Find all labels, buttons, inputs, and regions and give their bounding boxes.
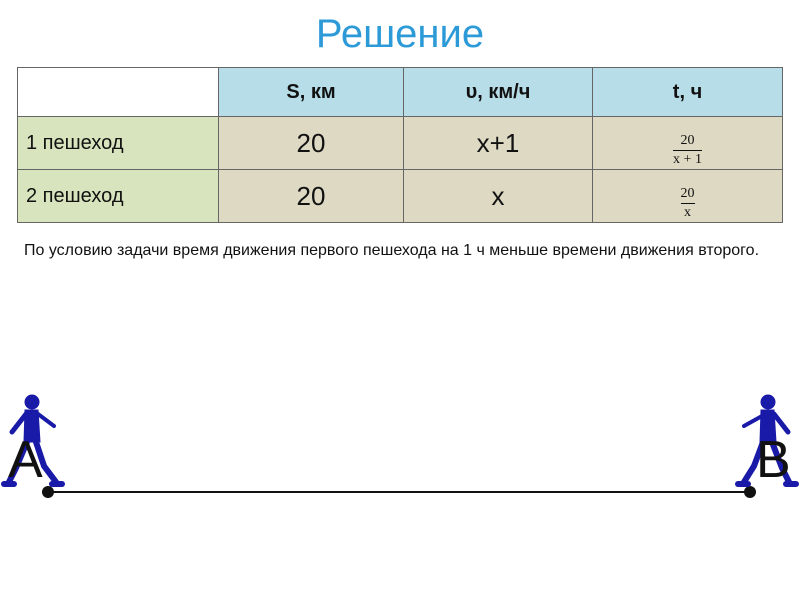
point-b-label: B [756,431,791,489]
fraction-bar [681,203,695,204]
row-label-pedestrian-1: 1 пешеход [18,117,219,170]
problem-condition: По условию задачи время движения первого пешехода на 1 ч меньше времени движения второго. [24,242,760,259]
header-distance: S, км [219,68,404,117]
table-row [18,170,783,223]
table-header-corner [18,68,219,117]
page-title: Решение [315,12,485,56]
time-fraction-2 [681,186,695,220]
row-label-pedestrian-2: 2 пешеход [18,170,219,223]
speed-pedestrian-2: x [404,170,593,223]
table-header-row [18,68,783,117]
header-speed: υ, км/ч [404,68,593,117]
table-row [18,117,783,170]
point-dot-icon [42,486,54,498]
fraction-bar [673,150,702,151]
distance-pedestrian-2: 20 [219,170,404,223]
time-pedestrian-2 [593,170,783,223]
time-denominator-2: x [684,204,691,220]
time-pedestrian-1 [593,117,783,170]
solution-table [17,67,783,223]
speed-pedestrian-1: x+1 [404,117,593,170]
time-numerator-1: 20 [680,132,695,148]
point-a-label: A [8,431,43,489]
distance-pedestrian-1: 20 [219,117,404,170]
time-denominator-1: x + 1 [673,151,702,167]
route-diagram [0,380,800,510]
time-fraction-1 [673,133,702,167]
time-numerator-2: 20 [680,185,695,201]
header-time: t, ч [593,68,783,117]
point-dot-icon [744,486,756,498]
route-scene [0,380,800,510]
